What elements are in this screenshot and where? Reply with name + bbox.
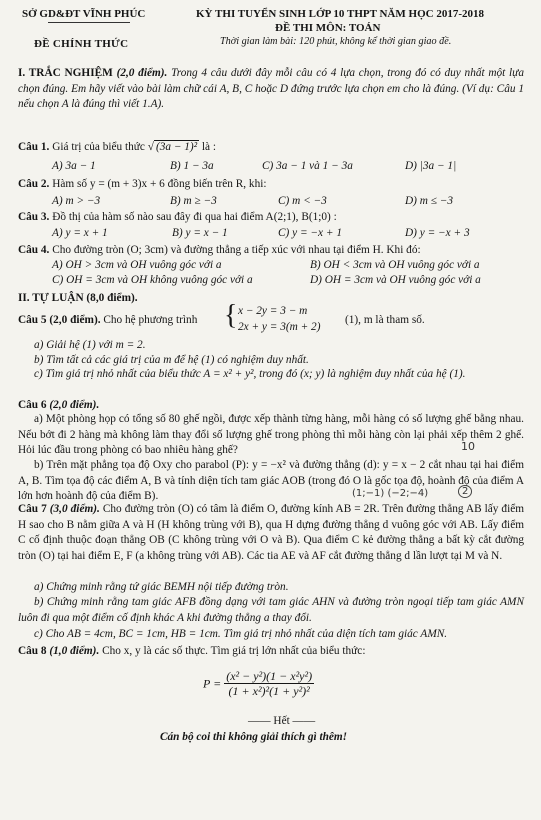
part1-instructions: Trong 4 câu dưới đây mỗi câu có 4 lựa chọn, trong đó có duy nhất một lựa chọn đúng. Em hãy viết vào bài làm chữ cái A, B, C hoặc D đứng trước lựa chọn em cho là đúng. [18,67,524,95]
q1-option-a: A) 3a − 1 [52,160,96,172]
part1-intro [18,66,524,113]
q2-option-a: A) m > −3 [52,195,101,207]
q7-part-c: c) Cho AB = 4cm, BC = 1cm, HB = 1cm. Tìm giá trị nhỏ nhất của diện tích tam giác AMN. [34,628,448,640]
handwritten-circle-mark: 2 [458,485,472,498]
q1-label: Câu 1. [18,141,50,153]
handwritten-answer-q6: 10 [461,440,475,453]
q5-tail: (1), m là tham số. [345,314,425,326]
q5-equation-1: x − 2y = 3 − m [238,305,308,317]
q3-text: Đồ thị của hàm số nào sau đây đi qua hai điểm A(2;1), B(1;0) : [52,211,337,223]
header-underline-left [48,22,130,23]
q5-system-brace: { [224,300,238,331]
q4-option-c: C) OH = 3cm và OH không vuông góc với a [52,274,253,286]
q8-fraction [224,669,314,698]
q8-label: Câu 8 [18,645,47,657]
q7-part-a: a) Chứng minh rằng tứ giác BEMH nội tiếp đường tròn. [34,581,289,593]
q1-expression: (3a − 1)² [155,141,198,153]
official-label: ĐỀ CHÍNH THỨC [34,38,129,50]
q8-points: (1,0 điểm). [49,645,100,657]
q5-text: Cho hệ phương trình [103,314,198,326]
end-marker: —— Hết —— [248,715,316,727]
q3-option-c: C) y = −x + 1 [278,227,342,239]
q5-equation-2: 2x + y = 3(m + 2) [238,321,321,333]
q7-points: (3,0 điểm). [49,503,100,515]
q6-part-a: a) Một phòng họp có tổng số 80 ghế ngồi, được xếp thành từng hàng, mỗi hàng có số lượng ghế bằng nhau. Nếu bớt đi 2 hàng mà không làm thay đổi số lượng ghế trong phòng thì mỗi hàng còn lại phải xếp thêm 2 ghế. Hỏi lúc đầu trong phòng có bao nhiêu hàng ghế? [18,413,524,456]
q5-label: Câu 5 [18,314,47,326]
q1-text: Giá trị của biểu thức [52,141,145,153]
q8-formula [203,669,314,698]
part1-points: (2,0 điểm). [116,67,168,79]
part1-example: (Ví dụ: Câu 1 nếu chọn A là đúng thì viết 1.A). [18,82,524,110]
q4-option-a: A) OH > 3cm và OH vuông góc với a [52,259,222,271]
q6-part-b: b) Trên mặt phẳng tọa độ Oxy cho parabol (P): y = −x² và đường thẳng (d): y = x − 2 cắt nhau tại hai điểm A, B. Tìm tọa độ các điểm A, B và tính diện tích tam giác AOB (trong đó O là gốc tọa độ, hoành độ của điểm A lớn hơn hoành độ của điểm B). [18,459,524,502]
q3-label: Câu 3. [18,211,50,223]
part2-heading: II. TỰ LUẬN (8,0 điểm). [18,292,138,304]
exam-title: KỲ THI TUYỂN SINH LỚP 10 THPT NĂM HỌC 2017-2018 [196,8,484,20]
exam-subject: ĐỀ THI MÔN: TOÁN [275,22,381,34]
q3-option-d: D) y = −x + 3 [405,227,470,239]
q2-stem [18,177,267,191]
q6-label: Câu 6 [18,399,47,411]
q4-text: Cho đường tròn (O; 3cm) và đường thẳng a tiếp xúc với nhau tại điểm H. Khi đó: [52,244,421,256]
q7-part-b: b) Chứng minh rằng tam giác AFB đồng dạng với tam giác AHN và đường tròn ngoại tiếp tam giác AMN luôn đi qua một điểm cố định khác A khi đường thẳng a thay đổi. [18,596,524,624]
q1-option-c: C) 3a − 1 và 1 − 3a [262,160,353,172]
q8-lhs: P = [203,676,222,691]
q1-stem [18,140,216,154]
part1-heading: I. TRẮC NGHIỆM [18,67,113,79]
q2-option-d: D) m ≤ −3 [405,195,454,207]
department-name: SỞ GD&ĐT VĨNH PHÚC [22,8,146,20]
q4-option-b: B) OH < 3cm và OH vuông góc với a [310,259,480,271]
q2-label: Câu 2. [18,178,50,190]
q1-tail: là : [201,141,217,153]
q1-sqrt-sign: √ [147,141,154,153]
q1-option-b: B) 1 − 3a [170,160,214,172]
q8-denominator: (1 + x²)²(1 + y²)² [228,684,310,698]
q5-part-a: a) Giải hệ (1) với m = 2. [34,339,146,351]
q1-option-d: D) |3a − 1| [405,160,457,172]
q7-text: Cho đường tròn (O) có tâm là điểm O, đường kính AB = 2R. Trên đường thẳng AB lấy điểm H sao cho B nằm giữa A và H (H không trùng với B), qua H dựng đường thẳng d vuông góc với AB. Lấy điểm C cố định thuộc đoạn thẳng OB (C không trùng với O và B). Qua điểm C kẻ đường thẳng a bất kỳ cắt đường tròn (O) tại hai điểm E, F (a không trùng với AB). Các tia AE và AF cắt đường thẳng d lần lượt tại M và N. [18,503,525,562]
q2-option-b: B) m ≥ −3 [170,195,217,207]
time-allowed: Thời gian làm bài: 120 phút, không kể thời gian giao đề. [220,36,452,47]
q8-numerator: (x² − y²)(1 − x²y²) [226,669,313,683]
q5-stem [18,313,197,327]
q3-stem [18,210,337,224]
q8-text: Cho x, y là các số thực. Tìm giá trị lớn nhất của biểu thức: [102,645,366,657]
q2-text: Hàm số y = (m + 3)x + 6 đồng biến trên R, khi: [52,178,267,190]
q3-option-b: B) y = x − 1 [172,227,228,239]
q5-part-b: b) Tìm tất cả các giá trị của m để hệ (1) có nghiệm duy nhất. [34,354,309,366]
q7-body [18,502,524,564]
q7-label: Câu 7 [18,503,47,515]
q8-stem [18,644,365,658]
q5-part-c: c) Tìm giá trị nhỏ nhất của biểu thức A = x² + y², trong đó (x; y) là nghiệm duy nhất của hệ (1). [34,368,466,380]
q6-stem [18,398,99,412]
q2-option-c: C) m < −3 [278,195,327,207]
handwritten-note-q7: (1;−1) (−2;−4) [352,488,429,499]
q6-points: (2,0 điểm). [49,399,100,411]
q4-option-d: D) OH = 3cm và OH vuông góc với a [310,274,481,286]
q4-stem [18,243,421,257]
q4-label: Câu 4. [18,244,50,256]
q3-option-a: A) y = x + 1 [52,227,108,239]
q5-points: (2,0 điểm). [49,314,101,326]
proctor-note: Cán bộ coi thi không giải thích gì thêm! [160,731,348,743]
